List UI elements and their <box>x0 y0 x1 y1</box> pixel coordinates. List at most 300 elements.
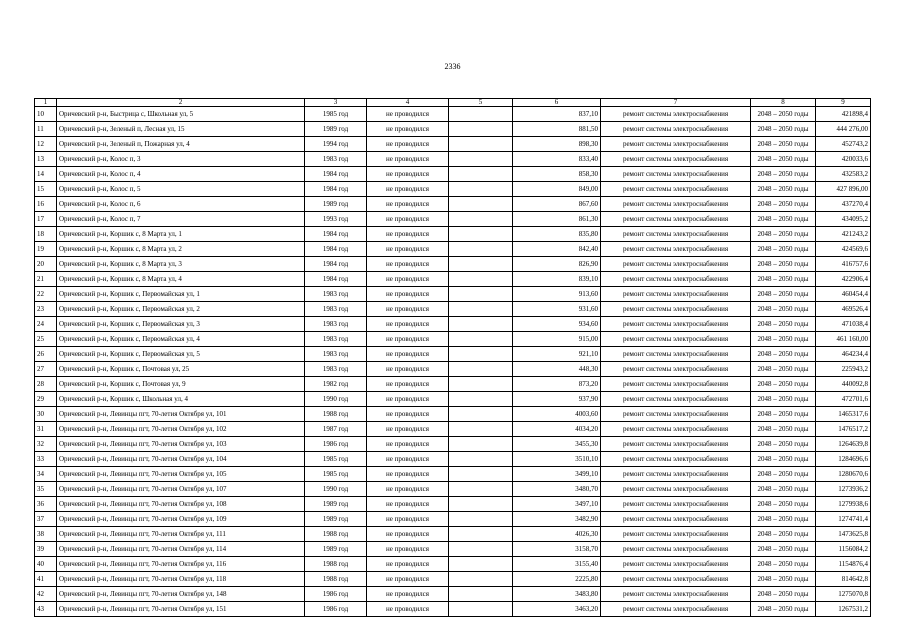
table-row <box>35 362 871 377</box>
table-row <box>35 602 871 617</box>
area-cell: 4034,20 <box>513 422 601 437</box>
empty-cell <box>449 257 513 272</box>
address-cell: Оричевский р-н, Левинцы пгт, 70-летия Октября ул, 111 <box>57 527 305 542</box>
year-cell: 1984 год <box>305 257 367 272</box>
year-cell: 1990 год <box>305 392 367 407</box>
period-cell: 2048 – 2050 годы <box>751 257 816 272</box>
cost-cell: 1264639,8 <box>816 437 871 452</box>
period-cell: 2048 – 2050 годы <box>751 347 816 362</box>
address-cell: Оричевский р-н, Левинцы пгт, 70-летия Октября ул, 108 <box>57 497 305 512</box>
period-cell: 2048 – 2050 годы <box>751 452 816 467</box>
address-cell: Оричевский р-н, Левинцы пгт, 70-летия Октября ул, 104 <box>57 452 305 467</box>
area-cell: 873,20 <box>513 377 601 392</box>
area-cell: 3499,10 <box>513 467 601 482</box>
area-cell: 3482,90 <box>513 512 601 527</box>
year-cell: 1988 год <box>305 572 367 587</box>
cost-cell: 1476517,2 <box>816 422 871 437</box>
survey-cell: не проводился <box>367 227 449 242</box>
address-cell: Оричевский р-н, Коршик с, Почтовая ул, 25 <box>57 362 305 377</box>
row-number-cell: 33 <box>35 452 57 467</box>
period-cell: 2048 – 2050 годы <box>751 212 816 227</box>
year-cell: 1988 год <box>305 527 367 542</box>
empty-cell <box>449 527 513 542</box>
year-cell: 1984 год <box>305 272 367 287</box>
cost-cell: 471038,4 <box>816 317 871 332</box>
year-cell: 1989 год <box>305 542 367 557</box>
row-number-cell: 30 <box>35 407 57 422</box>
empty-cell <box>449 302 513 317</box>
year-cell: 1987 год <box>305 422 367 437</box>
address-cell: Оричевский р-н, Левинцы пгт, 70-летия Октября ул, 107 <box>57 482 305 497</box>
address-cell: Оричевский р-н, Левинцы пгт, 70-летия Октября ул, 101 <box>57 407 305 422</box>
address-cell: Оричевский р-н, Колос п, 3 <box>57 152 305 167</box>
year-cell: 1984 год <box>305 227 367 242</box>
row-number-cell: 36 <box>35 497 57 512</box>
cost-cell: 1473625,8 <box>816 527 871 542</box>
table-row <box>35 347 871 362</box>
address-cell: Оричевский р-н, Коршик с, Первомайская ул, 3 <box>57 317 305 332</box>
empty-cell <box>449 542 513 557</box>
empty-cell <box>449 287 513 302</box>
period-cell: 2048 – 2050 годы <box>751 122 816 137</box>
area-cell: 867,60 <box>513 197 601 212</box>
row-number-cell: 13 <box>35 152 57 167</box>
address-cell: Оричевский р-н, Коршик с, 8 Марта ул, 4 <box>57 272 305 287</box>
area-cell: 3155,40 <box>513 557 601 572</box>
area-cell: 937,90 <box>513 392 601 407</box>
table-row <box>35 137 871 152</box>
table-row <box>35 107 871 122</box>
cost-cell: 444 276,00 <box>816 122 871 137</box>
row-number-cell: 16 <box>35 197 57 212</box>
survey-cell: не проводился <box>367 527 449 542</box>
column-header: 2 <box>57 99 305 107</box>
cost-cell: 427 896,00 <box>816 182 871 197</box>
work-type-cell: ремонт системы электроснабжения <box>601 512 751 527</box>
survey-cell: не проводился <box>367 422 449 437</box>
row-number-cell: 31 <box>35 422 57 437</box>
cost-cell: 422906,4 <box>816 272 871 287</box>
survey-cell: не проводился <box>367 287 449 302</box>
row-number-cell: 24 <box>35 317 57 332</box>
empty-cell <box>449 512 513 527</box>
survey-cell: не проводился <box>367 302 449 317</box>
survey-cell: не проводился <box>367 137 449 152</box>
cost-cell: 225943,2 <box>816 362 871 377</box>
survey-cell: не проводился <box>367 542 449 557</box>
table-body <box>35 107 871 617</box>
year-cell: 1986 год <box>305 587 367 602</box>
column-header: 1 <box>35 99 57 107</box>
work-type-cell: ремонт системы электроснабжения <box>601 182 751 197</box>
row-number-cell: 39 <box>35 542 57 557</box>
area-cell: 3497,10 <box>513 497 601 512</box>
year-cell: 1989 год <box>305 497 367 512</box>
address-cell: Оричевский р-н, Левинцы пгт, 70-летия Октября ул, 116 <box>57 557 305 572</box>
work-type-cell: ремонт системы электроснабжения <box>601 542 751 557</box>
period-cell: 2048 – 2050 годы <box>751 497 816 512</box>
survey-cell: не проводился <box>367 437 449 452</box>
work-type-cell: ремонт системы электроснабжения <box>601 377 751 392</box>
period-cell: 2048 – 2050 годы <box>751 467 816 482</box>
work-type-cell: ремонт системы электроснабжения <box>601 572 751 587</box>
row-number-cell: 12 <box>35 137 57 152</box>
empty-cell <box>449 572 513 587</box>
work-type-cell: ремонт системы электроснабжения <box>601 242 751 257</box>
period-cell: 2048 – 2050 годы <box>751 317 816 332</box>
table-row <box>35 452 871 467</box>
empty-cell <box>449 437 513 452</box>
work-type-cell: ремонт системы электроснабжения <box>601 482 751 497</box>
year-cell: 1989 год <box>305 122 367 137</box>
row-number-cell: 41 <box>35 572 57 587</box>
cost-cell: 1273936,2 <box>816 482 871 497</box>
cost-cell: 432583,2 <box>816 167 871 182</box>
work-type-cell: ремонт системы электроснабжения <box>601 527 751 542</box>
work-type-cell: ремонт системы электроснабжения <box>601 437 751 452</box>
row-number-cell: 17 <box>35 212 57 227</box>
table-row <box>35 482 871 497</box>
table-row <box>35 512 871 527</box>
area-cell: 3455,30 <box>513 437 601 452</box>
survey-cell: не проводился <box>367 197 449 212</box>
cost-cell: 1279938,6 <box>816 497 871 512</box>
period-cell: 2048 – 2050 годы <box>751 107 816 122</box>
cost-cell: 1156084,2 <box>816 542 871 557</box>
table-row <box>35 467 871 482</box>
period-cell: 2048 – 2050 годы <box>751 587 816 602</box>
year-cell: 1985 год <box>305 107 367 122</box>
row-number-cell: 43 <box>35 602 57 617</box>
column-header: 9 <box>816 99 871 107</box>
survey-cell: не проводился <box>367 377 449 392</box>
survey-cell: не проводился <box>367 497 449 512</box>
empty-cell <box>449 362 513 377</box>
table-row <box>35 557 871 572</box>
row-number-cell: 40 <box>35 557 57 572</box>
address-cell: Оричевский р-н, Колос п, 7 <box>57 212 305 227</box>
empty-cell <box>449 332 513 347</box>
work-type-cell: ремонт системы электроснабжения <box>601 107 751 122</box>
period-cell: 2048 – 2050 годы <box>751 332 816 347</box>
address-cell: Оричевский р-н, Левинцы пгт, 70-летия Октября ул, 151 <box>57 602 305 617</box>
work-type-cell: ремонт системы электроснабжения <box>601 452 751 467</box>
area-cell: 858,30 <box>513 167 601 182</box>
year-cell: 1985 год <box>305 467 367 482</box>
table-row <box>35 572 871 587</box>
survey-cell: не проводился <box>367 572 449 587</box>
survey-cell: не проводился <box>367 452 449 467</box>
work-type-cell: ремонт системы электроснабжения <box>601 332 751 347</box>
row-number-cell: 21 <box>35 272 57 287</box>
address-cell: Оричевский р-н, Левинцы пгт, 70-летия Октября ул, 118 <box>57 572 305 587</box>
cost-cell: 1465317,6 <box>816 407 871 422</box>
survey-cell: не проводился <box>367 587 449 602</box>
empty-cell <box>449 182 513 197</box>
period-cell: 2048 – 2050 годы <box>751 287 816 302</box>
cost-cell: 469526,4 <box>816 302 871 317</box>
year-cell: 1989 год <box>305 197 367 212</box>
table-row <box>35 272 871 287</box>
cost-cell: 472701,6 <box>816 392 871 407</box>
period-cell: 2048 – 2050 годы <box>751 227 816 242</box>
survey-cell: не проводился <box>367 332 449 347</box>
year-cell: 1988 год <box>305 407 367 422</box>
address-cell: Оричевский р-н, Коршик с, Первомайская ул, 2 <box>57 302 305 317</box>
year-cell: 1989 год <box>305 512 367 527</box>
cost-cell: 437270,4 <box>816 197 871 212</box>
work-type-cell: ремонт системы электроснабжения <box>601 137 751 152</box>
column-header: 4 <box>367 99 449 107</box>
table-row <box>35 317 871 332</box>
address-cell: Оричевский р-н, Колос п, 5 <box>57 182 305 197</box>
area-cell: 835,80 <box>513 227 601 242</box>
address-cell: Оричевский р-н, Коршик с, Школьная ул, 4 <box>57 392 305 407</box>
cost-cell: 434095,2 <box>816 212 871 227</box>
table-row <box>35 167 871 182</box>
empty-cell <box>449 227 513 242</box>
area-cell: 4026,30 <box>513 527 601 542</box>
cost-cell: 420033,6 <box>816 152 871 167</box>
area-cell: 3510,10 <box>513 452 601 467</box>
empty-cell <box>449 212 513 227</box>
table-row <box>35 497 871 512</box>
address-cell: Оричевский р-н, Левинцы пгт, 70-летия Октября ул, 103 <box>57 437 305 452</box>
work-type-cell: ремонт системы электроснабжения <box>601 407 751 422</box>
cost-cell: 460454,4 <box>816 287 871 302</box>
year-cell: 1983 год <box>305 302 367 317</box>
table-row <box>35 227 871 242</box>
data-table <box>34 98 871 617</box>
work-type-cell: ремонт системы электроснабжения <box>601 467 751 482</box>
empty-cell <box>449 377 513 392</box>
area-cell: 837,10 <box>513 107 601 122</box>
table-row <box>35 242 871 257</box>
empty-cell <box>449 242 513 257</box>
empty-cell <box>449 482 513 497</box>
survey-cell: не проводился <box>367 212 449 227</box>
period-cell: 2048 – 2050 годы <box>751 362 816 377</box>
empty-cell <box>449 107 513 122</box>
period-cell: 2048 – 2050 годы <box>751 152 816 167</box>
empty-cell <box>449 467 513 482</box>
cost-cell: 1267531,2 <box>816 602 871 617</box>
area-cell: 861,30 <box>513 212 601 227</box>
row-number-cell: 26 <box>35 347 57 362</box>
work-type-cell: ремонт системы электроснабжения <box>601 392 751 407</box>
period-cell: 2048 – 2050 годы <box>751 392 816 407</box>
year-cell: 1984 год <box>305 242 367 257</box>
period-cell: 2048 – 2050 годы <box>751 572 816 587</box>
table-row <box>35 377 871 392</box>
survey-cell: не проводился <box>367 602 449 617</box>
work-type-cell: ремонт системы электроснабжения <box>601 602 751 617</box>
year-cell: 1994 год <box>305 137 367 152</box>
table-row <box>35 197 871 212</box>
survey-cell: не проводился <box>367 407 449 422</box>
cost-cell: 421898,4 <box>816 107 871 122</box>
survey-cell: не проводился <box>367 467 449 482</box>
address-cell: Оричевский р-н, Колос п, 4 <box>57 167 305 182</box>
column-header: 6 <box>513 99 601 107</box>
cost-cell: 464234,4 <box>816 347 871 362</box>
survey-cell: не проводился <box>367 362 449 377</box>
row-number-cell: 29 <box>35 392 57 407</box>
year-cell: 1983 год <box>305 152 367 167</box>
period-cell: 2048 – 2050 годы <box>751 302 816 317</box>
row-number-cell: 18 <box>35 227 57 242</box>
empty-cell <box>449 557 513 572</box>
address-cell: Оричевский р-н, Быстрица с, Школьная ул, 5 <box>57 107 305 122</box>
table-row <box>35 542 871 557</box>
empty-cell <box>449 167 513 182</box>
year-cell: 1982 год <box>305 377 367 392</box>
survey-cell: не проводился <box>367 107 449 122</box>
year-cell: 1983 год <box>305 362 367 377</box>
work-type-cell: ремонт системы электроснабжения <box>601 257 751 272</box>
row-number-cell: 25 <box>35 332 57 347</box>
work-type-cell: ремонт системы электроснабжения <box>601 587 751 602</box>
address-cell: Оричевский р-н, Коршик с, Первомайская ул, 5 <box>57 347 305 362</box>
empty-cell <box>449 197 513 212</box>
area-cell: 881,50 <box>513 122 601 137</box>
empty-cell <box>449 497 513 512</box>
row-number-cell: 14 <box>35 167 57 182</box>
row-number-cell: 11 <box>35 122 57 137</box>
row-number-cell: 15 <box>35 182 57 197</box>
year-cell: 1983 год <box>305 287 367 302</box>
address-cell: Оричевский р-н, Зеленый п, Пожарная ул, 4 <box>57 137 305 152</box>
row-number-cell: 27 <box>35 362 57 377</box>
row-number-cell: 10 <box>35 107 57 122</box>
work-type-cell: ремонт системы электроснабжения <box>601 212 751 227</box>
survey-cell: не проводился <box>367 242 449 257</box>
year-cell: 1984 год <box>305 182 367 197</box>
cost-cell: 461 160,00 <box>816 332 871 347</box>
table-row <box>35 287 871 302</box>
year-cell: 1983 год <box>305 347 367 362</box>
survey-cell: не проводился <box>367 272 449 287</box>
cost-cell: 814642,8 <box>816 572 871 587</box>
work-type-cell: ремонт системы электроснабжения <box>601 122 751 137</box>
empty-cell <box>449 407 513 422</box>
period-cell: 2048 – 2050 годы <box>751 167 816 182</box>
column-header: 8 <box>751 99 816 107</box>
address-cell: Оричевский р-н, Коршик с, 8 Марта ул, 3 <box>57 257 305 272</box>
area-cell: 921,10 <box>513 347 601 362</box>
area-cell: 839,10 <box>513 272 601 287</box>
work-type-cell: ремонт системы электроснабжения <box>601 497 751 512</box>
row-number-cell: 34 <box>35 467 57 482</box>
work-type-cell: ремонт системы электроснабжения <box>601 287 751 302</box>
work-type-cell: ремонт системы электроснабжения <box>601 347 751 362</box>
period-cell: 2048 – 2050 годы <box>751 527 816 542</box>
survey-cell: не проводился <box>367 167 449 182</box>
work-type-cell: ремонт системы электроснабжения <box>601 272 751 287</box>
page-number: 2336 <box>444 62 461 71</box>
period-cell: 2048 – 2050 годы <box>751 602 816 617</box>
empty-cell <box>449 122 513 137</box>
work-type-cell: ремонт системы электроснабжения <box>601 167 751 182</box>
table-row <box>35 437 871 452</box>
period-cell: 2048 – 2050 годы <box>751 542 816 557</box>
area-cell: 915,00 <box>513 332 601 347</box>
work-type-cell: ремонт системы электроснабжения <box>601 197 751 212</box>
work-type-cell: ремонт системы электроснабжения <box>601 557 751 572</box>
year-cell: 1986 год <box>305 437 367 452</box>
year-cell: 1993 год <box>305 212 367 227</box>
table-row <box>35 527 871 542</box>
year-cell: 1986 год <box>305 602 367 617</box>
period-cell: 2048 – 2050 годы <box>751 512 816 527</box>
table-row <box>35 302 871 317</box>
period-cell: 2048 – 2050 годы <box>751 242 816 257</box>
address-cell: Оричевский р-н, Коршик с, Почтовая ул, 9 <box>57 377 305 392</box>
area-cell: 931,60 <box>513 302 601 317</box>
cost-cell: 424569,6 <box>816 242 871 257</box>
empty-cell <box>449 137 513 152</box>
survey-cell: не проводился <box>367 512 449 527</box>
survey-cell: не проводился <box>367 347 449 362</box>
area-cell: 3463,20 <box>513 602 601 617</box>
address-cell: Оричевский р-н, Левинцы пгт, 70-летия Октября ул, 102 <box>57 422 305 437</box>
row-number-cell: 19 <box>35 242 57 257</box>
cost-cell: 440092,8 <box>816 377 871 392</box>
period-cell: 2048 – 2050 годы <box>751 272 816 287</box>
table-row <box>35 587 871 602</box>
work-type-cell: ремонт системы электроснабжения <box>601 152 751 167</box>
area-cell: 849,00 <box>513 182 601 197</box>
area-cell: 913,60 <box>513 287 601 302</box>
period-cell: 2048 – 2050 годы <box>751 182 816 197</box>
address-cell: Оричевский р-н, Левинцы пгт, 70-летия Октября ул, 148 <box>57 587 305 602</box>
survey-cell: не проводился <box>367 182 449 197</box>
column-header: 5 <box>449 99 513 107</box>
address-cell: Оричевский р-н, Коршик с, Первомайская ул, 1 <box>57 287 305 302</box>
year-cell: 1990 год <box>305 482 367 497</box>
cost-cell: 1275070,8 <box>816 587 871 602</box>
work-type-cell: ремонт системы электроснабжения <box>601 302 751 317</box>
row-number-cell: 28 <box>35 377 57 392</box>
address-cell: Оричевский р-н, Коршик с, Первомайская ул, 4 <box>57 332 305 347</box>
survey-cell: не проводился <box>367 122 449 137</box>
address-cell: Оричевский р-н, Левинцы пгт, 70-летия Октября ул, 105 <box>57 467 305 482</box>
empty-cell <box>449 317 513 332</box>
address-cell: Оричевский р-н, Зеленый п, Лесная ул, 15 <box>57 122 305 137</box>
table-row <box>35 182 871 197</box>
area-cell: 3480,70 <box>513 482 601 497</box>
table-header-row <box>35 99 871 107</box>
address-cell: Оричевский р-н, Коршик с, 8 Марта ул, 2 <box>57 242 305 257</box>
period-cell: 2048 – 2050 годы <box>751 482 816 497</box>
cost-cell: 1154876,4 <box>816 557 871 572</box>
area-cell: 448,30 <box>513 362 601 377</box>
work-type-cell: ремонт системы электроснабжения <box>601 362 751 377</box>
row-number-cell: 38 <box>35 527 57 542</box>
area-cell: 898,30 <box>513 137 601 152</box>
survey-cell: не проводился <box>367 482 449 497</box>
row-number-cell: 37 <box>35 512 57 527</box>
address-cell: Оричевский р-н, Коршик с, 8 Марта ул, 1 <box>57 227 305 242</box>
address-cell: Оричевский р-н, Левинцы пгт, 70-летия Октября ул, 109 <box>57 512 305 527</box>
area-cell: 833,40 <box>513 152 601 167</box>
table-row <box>35 257 871 272</box>
work-type-cell: ремонт системы электроснабжения <box>601 227 751 242</box>
table-row <box>35 152 871 167</box>
row-number-cell: 23 <box>35 302 57 317</box>
period-cell: 2048 – 2050 годы <box>751 557 816 572</box>
column-header: 7 <box>601 99 751 107</box>
